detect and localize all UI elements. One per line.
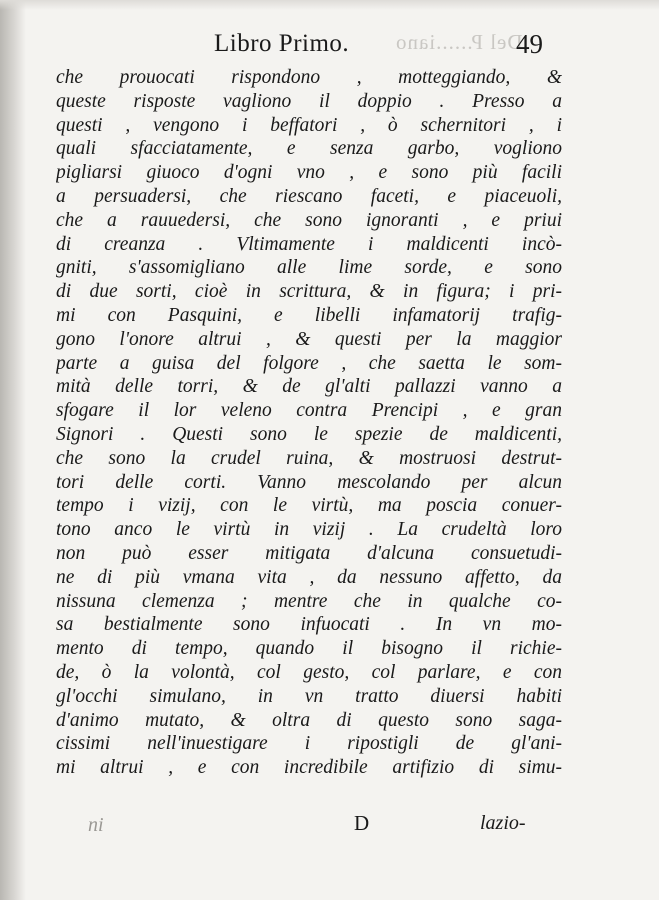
text-line: nissuna clemenza ; mentre che in qualche co- <box>56 590 562 612</box>
show-through-heading: Del P......iano <box>395 30 523 54</box>
text-line: quali sfacciatamente, e senza garbo, vogliono <box>56 138 562 160</box>
show-through-footer-text: ni <box>88 814 104 836</box>
catchword: lazio- <box>480 812 526 834</box>
text-line: sfogare il lor veleno contra Prencipi , e gran <box>56 400 562 422</box>
text-line: de, ò la volontà, col gesto, col parlare, e con <box>56 661 562 683</box>
body-text <box>56 66 562 780</box>
text-line: gniti, s'assomigliano alle lime sorde, e sono <box>56 257 562 279</box>
text-line: ne di più vmana vita , da nessuno affetto, da <box>56 566 562 588</box>
text-line: tono anco le virtù in vizij . La crudeltà loro <box>56 519 562 541</box>
text-line: gono l'onore altrui , & questi per la maggior <box>56 328 562 350</box>
text-line: d'animo mutato, & oltra di questo sono saga- <box>56 709 562 731</box>
page-top-edge <box>0 0 659 10</box>
text-line: tempo i vizij, con le virtù, ma poscia conuer- <box>56 495 562 517</box>
signature-mark: D <box>354 811 370 835</box>
text-line: tori delle corti. Vanno mescolando per alcun <box>56 471 562 493</box>
text-line: sa bestialmente sono infuocati . In vn mo- <box>56 614 562 636</box>
text-line: a persuadersi, che riescano faceti, e piaceuoli, <box>56 185 562 207</box>
text-line: che a rauuedersi, che sono ignoranti , e priui <box>56 209 562 231</box>
text-line: cissimi nell'inuestigare i ripostigli de gl'ani- <box>56 733 562 755</box>
text-line: mità delle torri, & de gl'alti pallazzi vanno a <box>56 376 562 398</box>
text-line: che prouocati rispondono , motteggiando, & <box>56 67 562 88</box>
page-number: 49 <box>516 29 543 59</box>
text-line: parte a guisa del folgore , che saetta le som- <box>56 352 562 374</box>
text-line: mento di tempo, quando il bisogno il richie- <box>56 638 562 660</box>
text-line: gl'occhi simulano, in vn tratto diuersi habiti <box>56 685 562 707</box>
binding-shadow <box>0 0 26 900</box>
text-line: di due sorti, cioè in scrittura, & in figura; i pri- <box>56 281 562 303</box>
text-line: questi , vengono i beffatori , ò schernitori , i <box>56 114 562 136</box>
text-line: mi altrui , e con incredibile artifizio di simu- <box>56 757 562 779</box>
text-line: non può esser mitigata d'alcuna consuetudi- <box>56 542 562 564</box>
running-title: Libro Primo. <box>214 30 350 57</box>
text-line: queste risposte vagliono il doppio . Presso a <box>56 90 562 112</box>
text-line: di creanza . Vltimamente i maldicenti incò- <box>56 233 562 255</box>
text-line: pigliarsi giuoco d'ogni vno , e sono più facili <box>56 162 562 184</box>
text-line: mi con Pasquini, e libelli infamatorij trafig- <box>56 304 562 326</box>
text-line: che sono la crudel ruina, & mostruosi destrut- <box>56 447 562 469</box>
text-line: Signori . Questi sono le spezie de maldicenti, <box>56 423 562 445</box>
